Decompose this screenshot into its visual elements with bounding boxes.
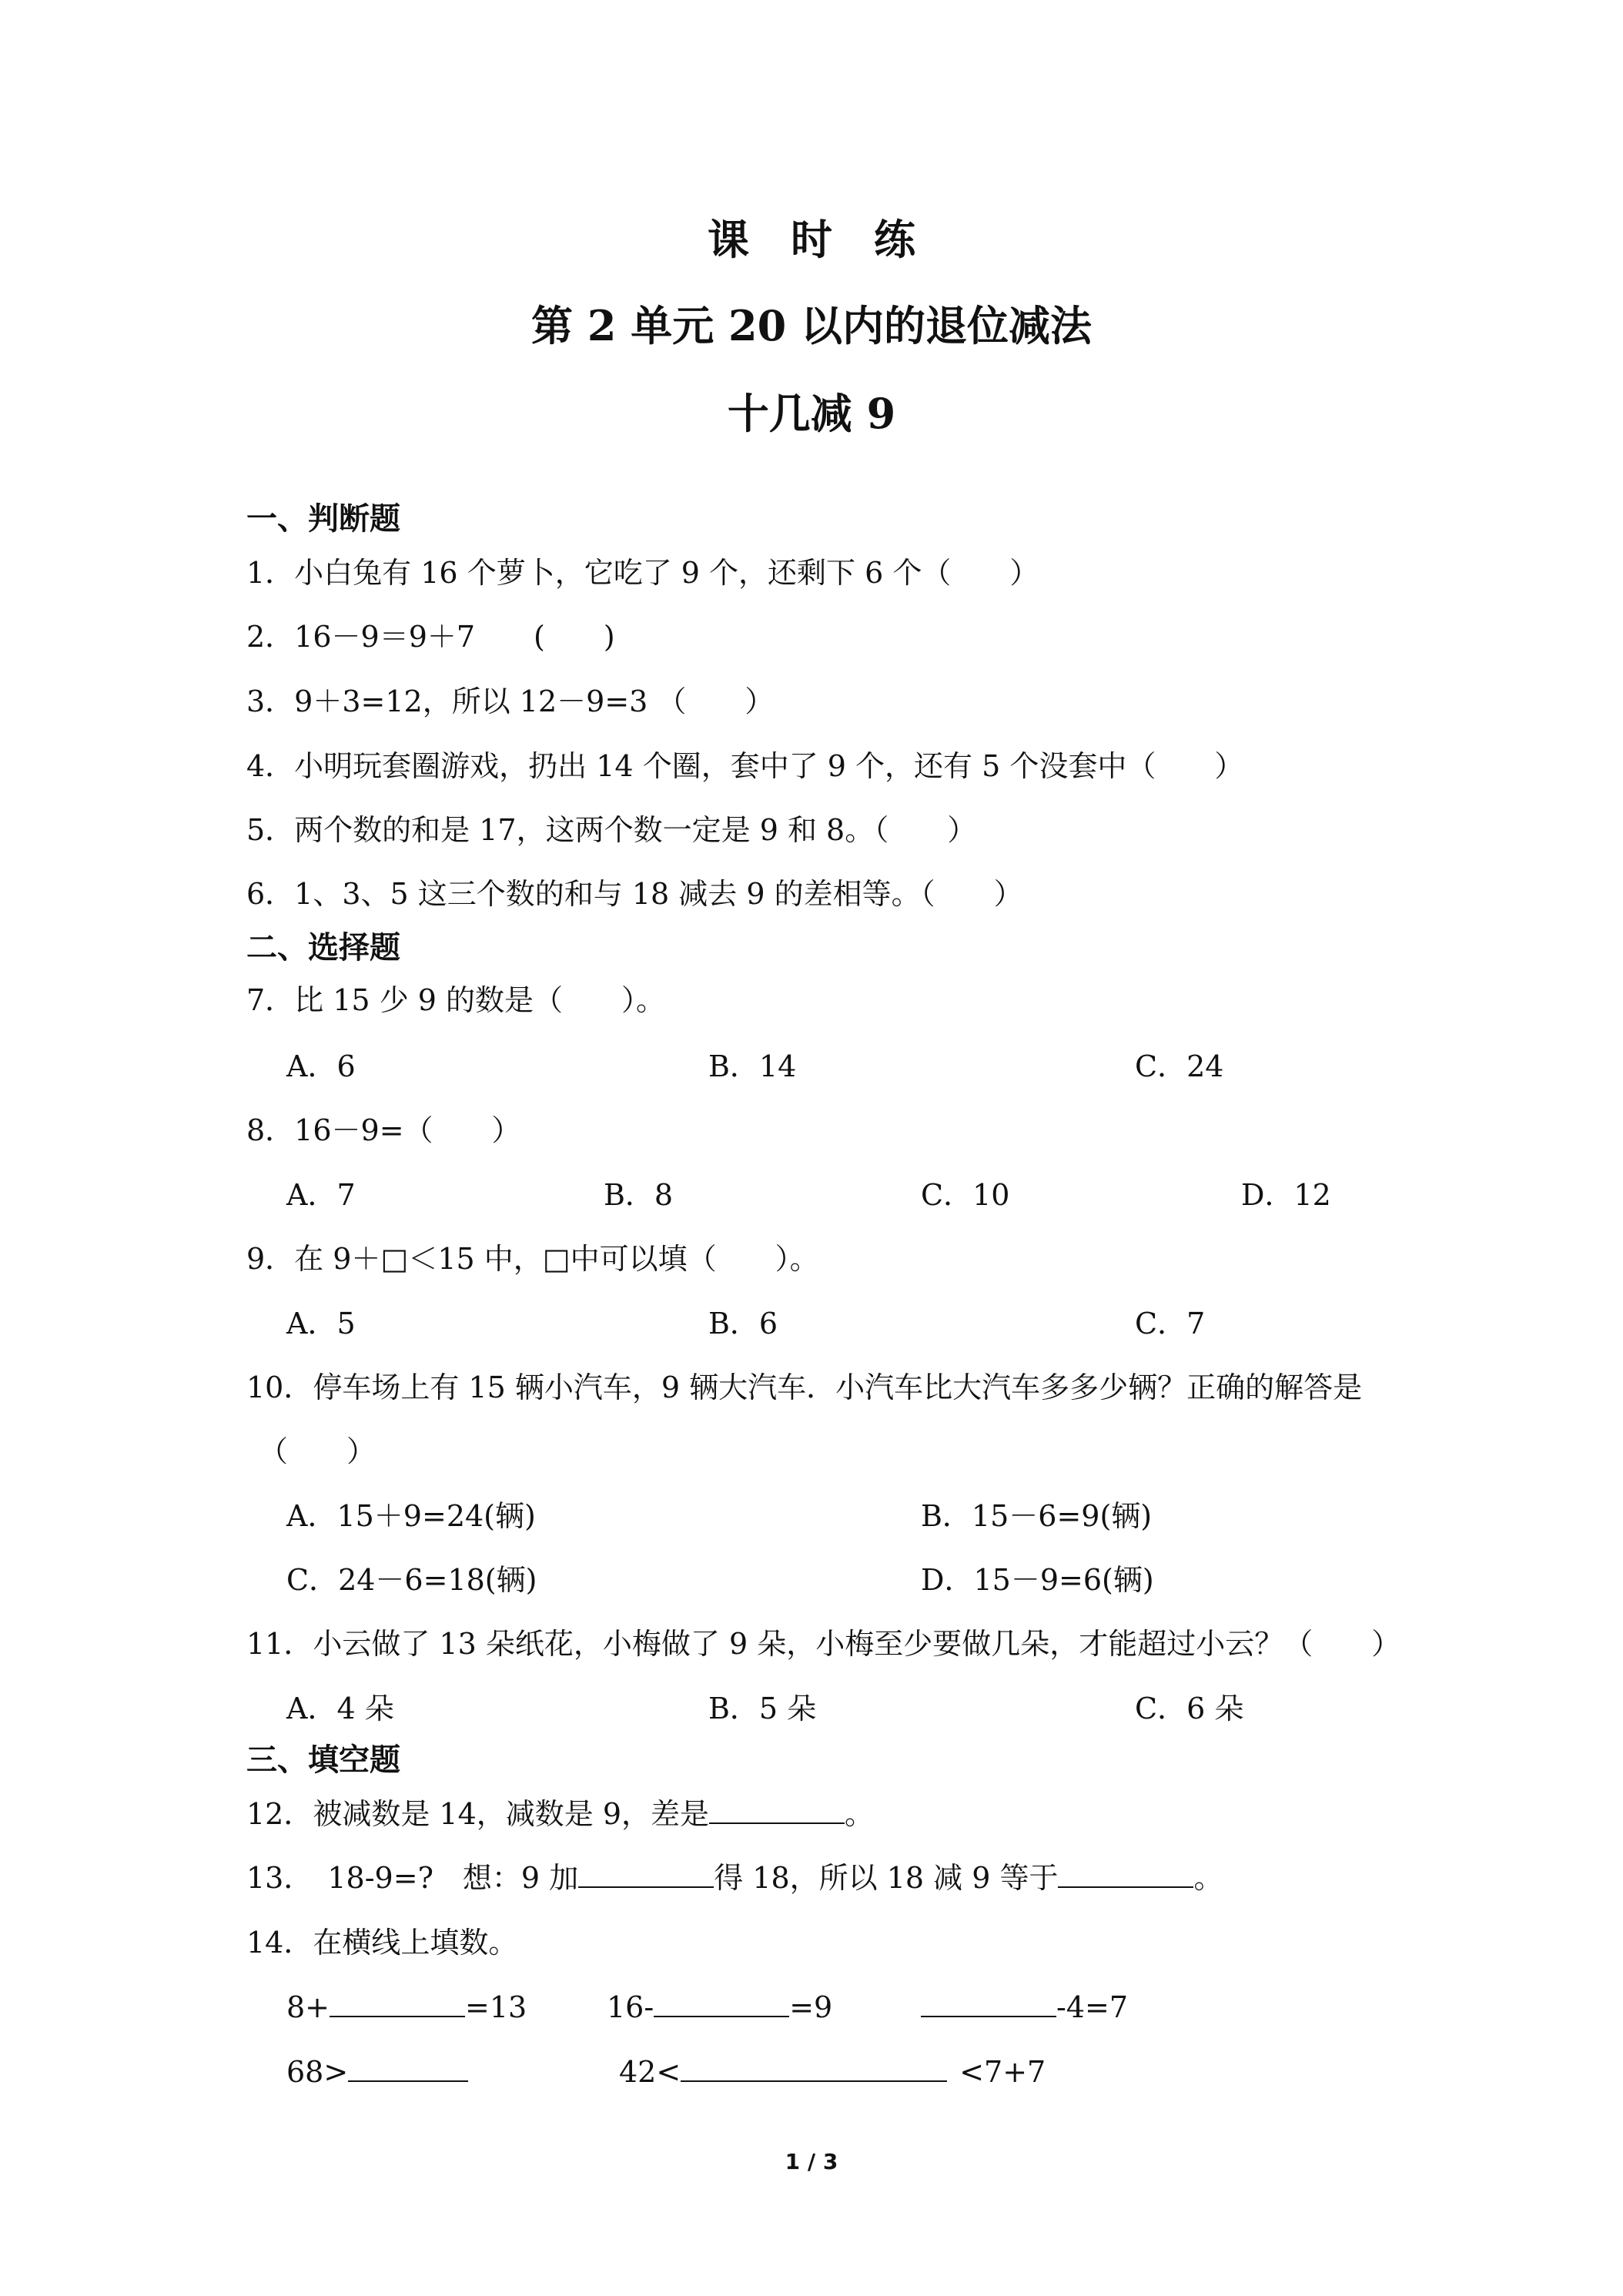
- q14-row1-item1: [286, 1990, 527, 2024]
- q14-r2-suffix-2: <7+7: [959, 2055, 1046, 2089]
- q9-option-a: A．5: [286, 1307, 356, 1340]
- q13-text-a: 13． 18-9=? 想：9 加: [246, 1861, 579, 1895]
- section-heading-fill: 三、填空题: [246, 1742, 400, 1778]
- section-heading-judgment: 一、判断题: [246, 501, 400, 537]
- question-11: 11．小云做了 13 朵纸花，小梅做了 9 朵，小梅至少要做几朵，才能超过小云？（ ）: [246, 1627, 1401, 1661]
- question-1: 1．小白兔有 16 个萝卜，它吃了 9 个，还剩下 6 个（ ）: [246, 556, 1039, 590]
- question-10-line1: 10．停车场上有 15 辆小汽车，9 辆大汽车．小汽车比大汽车多多少辆？正确的解答是: [246, 1371, 1363, 1404]
- q10-option-c: C．24－6=18(辆): [286, 1563, 537, 1597]
- q14-r1-blank-3[interactable]: [921, 1993, 1056, 2017]
- q8-option-c: C．10: [921, 1178, 1010, 1212]
- q14-row2-item2: [619, 2057, 1046, 2087]
- q14-r1-suffix-2: =9: [789, 1990, 833, 2024]
- q13-blank-1[interactable]: [578, 1863, 714, 1888]
- q14-row2-item1: [286, 2057, 468, 2087]
- q12-text: 12．被减数是 14，减数是 9，差是: [246, 1797, 710, 1831]
- question-12: [246, 1799, 874, 1829]
- q14-r2-blank-1[interactable]: [348, 2057, 468, 2082]
- q13-text-c: 。: [1193, 1861, 1223, 1895]
- page-number: 1 / 3: [785, 2149, 838, 2174]
- lesson-title: 十几减 9: [727, 389, 896, 438]
- page-title: 课 时 练: [708, 215, 915, 264]
- q7-option-a: A．6: [286, 1049, 356, 1083]
- q13-blank-2[interactable]: [1058, 1863, 1193, 1888]
- section-heading-choice: 二、选择题: [246, 930, 400, 966]
- q14-r2-prefix: 68>: [286, 2055, 349, 2089]
- question-14: 14．在横线上填数。: [246, 1926, 518, 1960]
- q11-option-c: C．6 朵: [1135, 1692, 1244, 1725]
- q13-text-b: 得 18，所以 18 减 9 等于: [714, 1861, 1059, 1895]
- q9-option-b: B．6: [708, 1307, 778, 1340]
- q10-option-b: B．15－6=9(辆): [921, 1499, 1153, 1533]
- q14-r1-prefix-2: 16-: [607, 1990, 654, 2024]
- q14-row1-item3: [921, 1990, 1129, 2024]
- q10-option-d: D．15－9=6(辆): [921, 1563, 1154, 1597]
- question-7: 7．比 15 少 9 的数是（ ）。: [246, 983, 666, 1017]
- question-9: 9．在 9＋□＜15 中，□中可以填（ ）。: [246, 1242, 819, 1276]
- q8-option-d: D．12: [1241, 1178, 1331, 1212]
- q14-row1-item2: [607, 1990, 833, 2024]
- question-10-line2: （ ）: [259, 1434, 376, 1468]
- question-5: 5．两个数的和是 17，这两个数一定是 9 和 8。（ ）: [246, 813, 977, 847]
- q12-answer-blank[interactable]: [709, 1799, 845, 1824]
- q14-r2-prefix-2: 42<: [619, 2055, 681, 2089]
- q11-option-a: A．4 朵: [286, 1692, 394, 1725]
- question-6: 6．1、3、5 这三个数的和与 18 减去 9 的差相等。（ ）: [246, 877, 1023, 911]
- q12-end: 。: [845, 1797, 875, 1831]
- q14-r2-blank-2[interactable]: [681, 2057, 947, 2082]
- q10-option-a: A．15＋9=24(辆): [286, 1499, 536, 1533]
- q14-r1-suffix: =13: [465, 1990, 527, 2024]
- q11-option-b: B．5 朵: [708, 1692, 817, 1725]
- question-4: 4．小明玩套圈游戏，扔出 14 个圈，套中了 9 个，还有 5 个没套中（ ）: [246, 749, 1244, 783]
- question-3: 3．9＋3=12，所以 12－9=3 （ ）: [246, 684, 775, 718]
- q14-r1-blank-1[interactable]: [330, 1993, 465, 2017]
- question-13: [246, 1863, 1223, 1893]
- q14-r1-suffix-3: -4=7: [1056, 1990, 1129, 2024]
- q7-option-b: B．14: [708, 1049, 797, 1083]
- q14-r1-blank-2[interactable]: [654, 1993, 789, 2017]
- q9-option-c: C．7: [1135, 1307, 1206, 1340]
- q8-option-a: A．7: [286, 1178, 356, 1212]
- q14-r1-prefix: 8+: [286, 1990, 330, 2024]
- question-8: 8．16－9=（ ）: [246, 1113, 521, 1147]
- unit-title: 第 2 单元 20 以内的退位减法: [531, 301, 1092, 350]
- question-2: 2．16－9＝9＋7 ( ): [246, 620, 615, 654]
- q7-option-c: C．24: [1135, 1049, 1224, 1083]
- q8-option-b: B．8: [604, 1178, 674, 1212]
